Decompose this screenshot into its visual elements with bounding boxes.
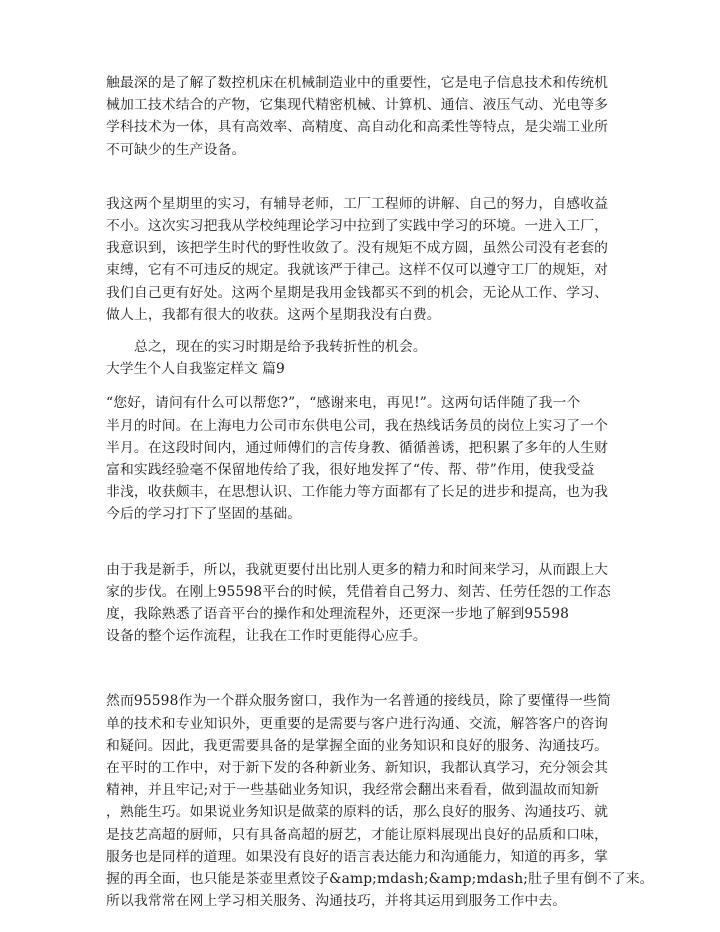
text-line: 精神，并且牢记;对于一些基础业务知识，我经常会翻出来看看，做到温故而知新 [106, 782, 599, 799]
text-line: ，熟能生巧。如果说业务知识是做菜的原料的话，那么良好的服务、沟通技巧、就 [106, 804, 609, 821]
text-line: 然而95598作为一个群众服务窗口，我作为一名普通的接线员，除了要懂得一些简 [106, 693, 611, 710]
paragraph-service-window [106, 690, 654, 912]
text-line: 度，我除熟悉了语音平台的操作和处理流程外，还更深一步地了解到95598 [106, 606, 570, 623]
paragraph-spacer [106, 647, 620, 690]
paragraph-summary [106, 336, 620, 358]
text-line: 学科技术为一体，具有高效率、高精度、高自动化和高柔性等特点，是尖端工业所 [106, 119, 609, 136]
paragraph-spacer [106, 161, 620, 193]
text-line: 是技艺高超的厨师，只有具备高超的厨艺，才能让原料展现出良好的品质和口味， [106, 826, 609, 843]
paragraph-two-weeks-internship [106, 193, 620, 326]
paragraph-hotline-internship [106, 392, 620, 525]
text-line: 束缚，它有不可违反的规定。我就该严于律己。这样不仅可以遵守工厂的规矩，对 [106, 262, 609, 279]
document-page [106, 72, 654, 913]
text-line: 服务也是同样的道理。如果没有良好的语言表达能力和沟通能力，知道的再多，掌 [106, 848, 609, 865]
text-line: 我们自己更有好处。这两个星期是我用金钱都买不到的机会，无论从工作、学习、 [106, 284, 609, 301]
text-line: “您好，请问有什么可以帮您?”，“感谢来电，再见!”。这两句话伴随了我一个 [106, 395, 581, 412]
text-line: 握的再全面，也只能是茶壶里煮饺子&amp;mdash;&amp;mdash;肚子里有倒不了来。 [106, 871, 654, 888]
paragraph-newcomer-learning [106, 559, 620, 648]
paragraph-spacer [106, 326, 620, 336]
text-line: 做人上，我都有很大的收获。这两个星期我没有白费。 [106, 306, 441, 323]
text-line: 今后的学习打下了坚固的基础。 [106, 506, 302, 523]
text-line: 设备的整个运作流程，让我在工作时更能得心应手。 [106, 628, 427, 645]
text-line: 在平时的工作中，对于新下发的各种新业务、新知识，我都认真学习，充分领会其 [106, 760, 609, 777]
text-line: 非浅，收获颇丰，在思想认识、工作能力等方面都有了长足的进步和提高，也为我 [106, 484, 609, 501]
text-line: 富和实践经验毫不保留地传给了我，很好地发挥了“传、帮、带”作用，使我受益 [106, 462, 595, 479]
text-line: 由于我是新手，所以，我就更要付出比别人更多的精力和时间来学习，从而跟上大 [106, 561, 609, 578]
text-line: 所以我常常在网上学习相关服务、沟通技巧，并将其运用到服务工作中去。 [106, 893, 567, 910]
text-line: 家的步伐。在刚上95598平台的时候，凭借着自己努力、刻苦、任劳任怨的工作态 [106, 583, 611, 600]
text-line: 触最深的是了解了数控机床在机械制造业中的重要性，它是电子信息技术和传统机 [106, 75, 609, 91]
paragraph-spacer [106, 526, 620, 559]
text-line: 单的技术和专业知识外，更重要的是需要与客户进行沟通、交流，解答客户的咨询 [106, 715, 609, 732]
text-line: 半月。在这段时间内，通过师傅们的言传身教、循循善诱，把积累了多年的人生财 [106, 439, 609, 456]
paragraph-spacer [106, 380, 620, 392]
section-heading: 大学生个人自我鉴定样文 篇9 [106, 361, 285, 378]
text-line: 不小。这次实习把我从学校纯理论学习中拉到了实践中学习的环境。一进入工厂， [106, 218, 609, 235]
text-line: 总之，现在的实习时期是给予我转折性的机会。 [134, 339, 427, 356]
text-line: 不可缺少的生产设备。 [106, 141, 246, 158]
text-line: 和疑问。因此，我更需要具备的是掌握全面的业务知识和良好的服务、沟通技巧。 [106, 737, 609, 754]
text-line: 我意识到，该把学生时代的野性收敛了。没有规矩不成方圆，虽然公司没有老套的 [106, 240, 609, 257]
text-line: 械加工技术结合的产物，它集现代精密机械、计算机、通信、液压气动、光电等多 [106, 97, 609, 114]
text-line: 半月的时间。在上海电力公司市东供电公司，我在热线话务员的岗位上实习了一个 [106, 417, 609, 434]
paragraph-cnc-importance [106, 72, 620, 161]
text-line: 我这两个星期里的实习，有辅导老师，工厂工程师的讲解、自己的努力，自感收益 [106, 195, 609, 212]
